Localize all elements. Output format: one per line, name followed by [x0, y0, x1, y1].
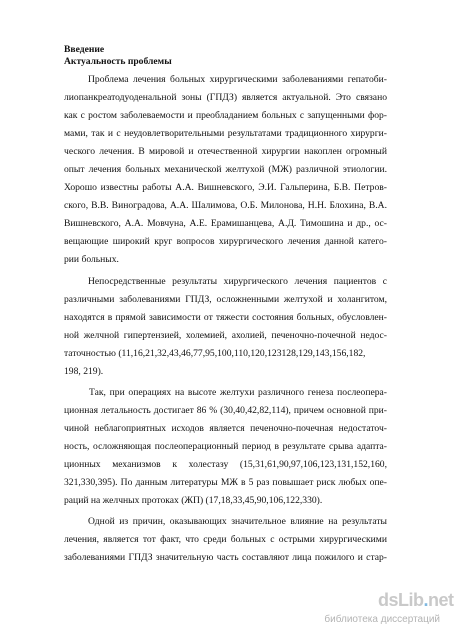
text-line: различными заболеваниями ГПДЗ, осложненными желтухой и холангитом, [64, 294, 387, 305]
text-line: 321,330,395). По данным литературы МЖ в 5 раз повышает риск любых опе- [64, 477, 387, 488]
text-line: Так, при операциях на высоте желтухи различного генеза послеопера- [89, 387, 387, 398]
text-line: таточностью (11,16,21,32,43,46,77,95,100,110,120,123128,129,143,156,182, [64, 348, 366, 359]
text-line: ческого лечения. В мировой и отечественной хирургии накоплен огромный [64, 146, 387, 157]
text-line: находятся в прямой зависимости от тяжести состояния больных, обусловлен- [64, 312, 387, 323]
dslib-watermark [324, 588, 454, 634]
text-line: Хорошо известны работы А.А. Вишневского, Э.И. Гальперина, Б.В. Петров- [64, 182, 387, 193]
text-line: чиной неблагоприятных исходов является печеночно-почечная недостаточ- [64, 423, 387, 434]
subsection-heading: Актуальность проблемы [64, 56, 172, 67]
text-line: ского, В.В. Виноградова, А.А. Шалимова, О.Б. Милонова, Н.Н. Блохина, В.А. [64, 200, 387, 211]
text-line: заболеваниями ГПДЗ значительную часть составляют лица пожилого и стар- [64, 552, 387, 563]
section-heading: Введение [64, 44, 105, 55]
text-line: ной желчной гипертензией, холемией, ахолией, печеночно-почечной недос- [64, 330, 387, 341]
text-line: 198, 219). [64, 366, 104, 377]
text-line: вещающие широкий круг вопросов хирургического лечения данной катего- [64, 236, 387, 247]
watermark-caption: библиотека диссертаций [324, 614, 440, 625]
text-line: раций на желчных протоках (ЖП) (17,18,33,45,90,106,122,330). [64, 495, 323, 506]
text-line: как с ростом заболеваемости и преобладанием больных с запущенными фор- [64, 110, 387, 121]
text-line: Проблема лечения больных хирургическими заболеваниями гепатоби- [88, 74, 387, 85]
text-line: лиопанкреатодуоденальной зоны (ГПДЗ) является актуальной. Это связано [64, 92, 387, 103]
text-line: мами, так и с неудовлетворительными результатами традиционного хирурги- [64, 128, 387, 139]
dslib-logo: dsLib.net [378, 590, 454, 610]
text-line: лечения, является тот факт, что среди больных с острыми хирургическими [64, 534, 387, 545]
text-line: ционная летальность достигает 86 % (30,40,42,82,114), причем основной при- [64, 405, 387, 416]
text-line: рии больных. [64, 254, 119, 265]
text-line: опыт лечения больных механической желтухой (МЖ) различной этиологии. [64, 164, 387, 175]
text-line: Вишневского, А.А. Мовчуна, А.Е. Ерамишанцева, А.Д. Тимошина и др., ос- [64, 218, 387, 229]
text-line: Непосредственные результаты хирургического лечения пациентов с [88, 276, 387, 287]
text-line: Одной из причин, оказывающих значительное влияние на результаты [88, 516, 387, 527]
text-line: ционных механизмов к холестазу (15,31,61,90,97,106,123,131,152,160, [64, 459, 387, 470]
text-line: ность, осложняющая послеоперационный период в результате срыва адапта- [64, 441, 387, 452]
